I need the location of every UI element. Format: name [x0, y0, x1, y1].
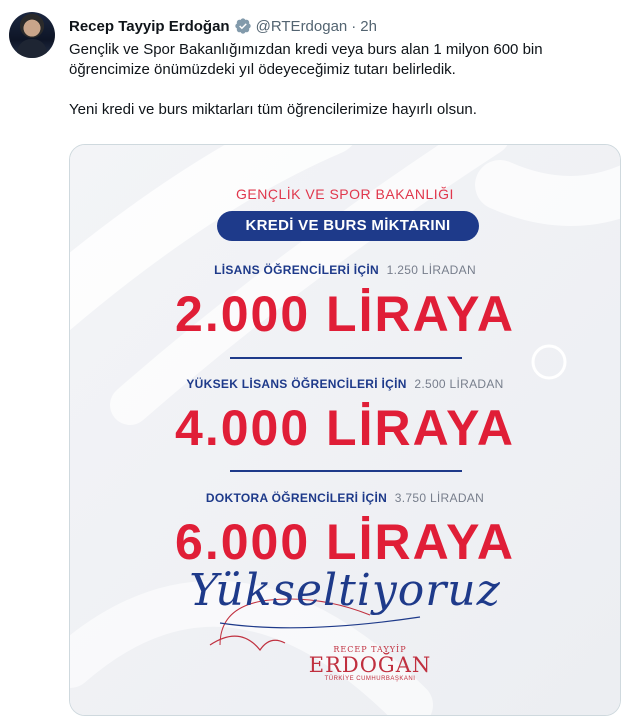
tweet-paragraph-2: Yeni kredi ve burs miktarları tüm öğrencilerimize hayırlı olsun. — [69, 101, 477, 118]
poster-row-1-old: 1.250 LİRADAN — [386, 263, 476, 277]
poster-ministry: GENÇLİK VE SPOR BAKANLIĞI — [236, 186, 454, 202]
poster-row-1-label — [70, 263, 620, 277]
poster-row-3-old: 3.750 LİRADAN — [394, 491, 485, 505]
tweet-header — [69, 16, 377, 36]
tweet-media-image[interactable] — [69, 144, 621, 716]
poster-row-1-new: 2.000 LİRAYA — [175, 286, 515, 342]
poster-row-2-title: YÜKSEK LİSANS ÖĞRENCİLERİ İÇİN — [186, 377, 407, 391]
poster-script: Yükseltiyoruz — [189, 565, 501, 616]
poster-pill: KREDİ VE BURS MİKTARINI — [217, 211, 479, 241]
poster-divider-2 — [230, 470, 462, 472]
display-name[interactable]: Recep Tayyip Erdoğan — [69, 17, 230, 35]
verified-badge-icon — [234, 17, 252, 35]
signature-block — [270, 645, 440, 682]
poster-row-1-title: LİSANS ÖĞRENCİLERİ İÇİN — [214, 263, 379, 277]
avatar[interactable] — [9, 12, 55, 58]
signature-top: RECEP TAYYİP — [333, 645, 407, 654]
signature-bottom: TÜRKİYE CUMHURBAŞKANI — [324, 676, 416, 682]
poster-row-2-old: 2.500 LİRADAN — [414, 377, 504, 391]
poster-row-2-new: 4.000 LİRAYA — [175, 400, 515, 456]
poster-row-3-title: DOKTORA ÖĞRENCİLERİ İÇİN — [205, 491, 388, 505]
tweet-text — [69, 40, 624, 120]
tweet-paragraph-1: Gençlik ve Spor Bakanlığımızdan kredi veya burs alan 1 milyon 600 bin öğrencimize önümüzdeki yıl ödeyeceğimiz tutarı belirledik. — [69, 41, 543, 78]
signature-name: ERDOĞAN — [308, 653, 432, 677]
handle[interactable]: @RTErdogan — [255, 17, 348, 35]
poster-row-2-label — [70, 377, 620, 391]
timestamp[interactable]: 2h — [360, 17, 377, 35]
poster-row-3-new: 6.000 LİRAYA — [175, 514, 515, 570]
poster-row-3-label — [70, 491, 620, 505]
poster-divider-1 — [230, 357, 462, 359]
separator-dot: · — [351, 17, 357, 35]
